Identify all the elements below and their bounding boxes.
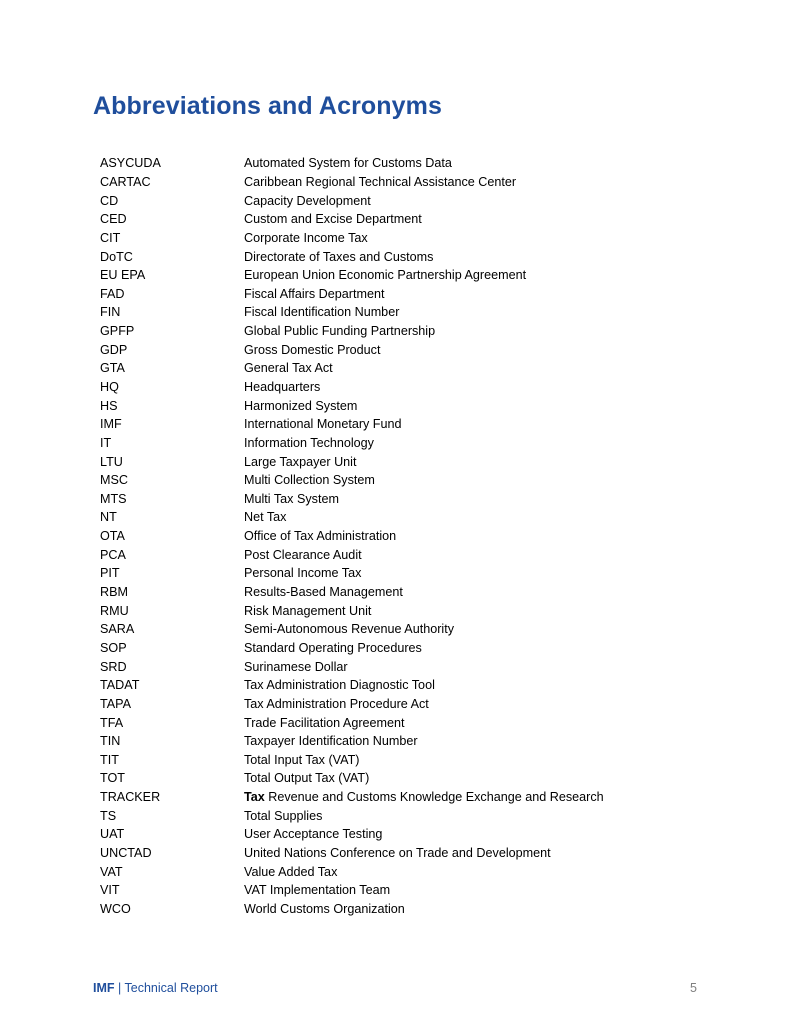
abbreviation-definition: Custom and Excise Department bbox=[244, 212, 422, 227]
abbreviation-definition: Large Taxpayer Unit bbox=[244, 454, 357, 469]
abbreviation-definition: General Tax Act bbox=[244, 361, 333, 376]
abbreviation-term: CIT bbox=[100, 230, 121, 245]
abbreviation-definition: Taxpayer Identification Number bbox=[244, 734, 418, 749]
abbreviation-row bbox=[100, 229, 720, 248]
abbreviation-row bbox=[100, 266, 720, 285]
abbreviation-row bbox=[100, 396, 720, 415]
abbreviation-row bbox=[100, 415, 720, 434]
abbreviation-definition: Harmonized System bbox=[244, 398, 358, 413]
abbreviation-term: TADAT bbox=[100, 678, 140, 693]
abbreviation-definition: Personal Income Tax bbox=[244, 566, 362, 581]
abbreviation-term: WCO bbox=[100, 901, 131, 916]
abbreviation-term: TFA bbox=[100, 715, 124, 730]
abbreviation-row bbox=[100, 154, 720, 173]
abbreviation-row bbox=[100, 881, 720, 900]
abbreviation-definition: Value Added Tax bbox=[244, 864, 338, 879]
abbreviation-definition: Standard Operating Procedures bbox=[244, 640, 422, 655]
abbreviation-row bbox=[100, 732, 720, 751]
abbreviation-term: PCA bbox=[100, 547, 126, 562]
abbreviation-definition: Post Clearance Audit bbox=[244, 547, 362, 562]
abbreviation-definition: Gross Domestic Product bbox=[244, 342, 381, 357]
abbreviation-row bbox=[100, 806, 720, 825]
abbreviation-term: PIT bbox=[100, 566, 120, 581]
abbreviation-definition: World Customs Organization bbox=[244, 901, 405, 916]
abbreviation-row bbox=[100, 788, 720, 807]
abbreviation-row bbox=[100, 284, 720, 303]
footer bbox=[93, 981, 218, 995]
abbreviation-row bbox=[100, 210, 720, 229]
abbreviation-term: MSC bbox=[100, 473, 128, 488]
abbreviation-term: TAPA bbox=[100, 696, 132, 711]
abbreviation-definition: Total Supplies bbox=[244, 808, 323, 823]
abbreviation-definition: Capacity Development bbox=[244, 193, 371, 208]
abbreviation-definition: Total Output Tax (VAT) bbox=[244, 771, 370, 786]
abbreviation-row bbox=[100, 359, 720, 378]
abbreviation-row bbox=[100, 620, 720, 639]
abbreviation-term: LTU bbox=[100, 454, 123, 469]
abbreviation-definition: Tax Administration Diagnostic Tool bbox=[244, 678, 435, 693]
abbreviation-term: GPFP bbox=[100, 324, 135, 339]
abbreviation-definition bbox=[244, 788, 720, 806]
abbreviation-term: HS bbox=[100, 398, 118, 413]
abbreviation-term: SARA bbox=[100, 622, 135, 637]
abbreviation-definition: VAT Implementation Team bbox=[244, 883, 391, 898]
footer-separator: | bbox=[114, 981, 125, 995]
abbreviation-definition: Risk Management Unit bbox=[244, 603, 372, 618]
abbreviation-term: ASYCUDA bbox=[100, 156, 161, 171]
abbreviation-term: SOP bbox=[100, 640, 127, 655]
abbreviation-term: UNCTAD bbox=[100, 846, 152, 861]
abbreviation-term: SRD bbox=[100, 659, 127, 674]
abbreviation-row bbox=[100, 527, 720, 546]
abbreviation-definition: Trade Facilitation Agreement bbox=[244, 715, 405, 730]
page-number: 5 bbox=[690, 981, 697, 995]
definition-rest: Revenue and Customs Knowledge Exchange and Research bbox=[264, 790, 604, 805]
abbreviation-row bbox=[100, 378, 720, 397]
abbreviation-term: RMU bbox=[100, 603, 129, 618]
abbreviation-definition: Results-Based Management bbox=[244, 585, 403, 600]
definition-bold-part: Tax bbox=[244, 790, 265, 805]
abbreviation-term: MTS bbox=[100, 491, 127, 506]
abbreviation-term: GDP bbox=[100, 342, 128, 357]
abbreviation-term: DoTC bbox=[100, 249, 133, 264]
abbreviation-row bbox=[100, 564, 720, 583]
abbreviation-definition: Corporate Income Tax bbox=[244, 230, 368, 245]
abbreviation-row bbox=[100, 713, 720, 732]
abbreviation-definition: Multi Tax System bbox=[244, 491, 339, 506]
abbreviation-row bbox=[100, 247, 720, 266]
abbreviation-definition: Headquarters bbox=[244, 380, 321, 394]
abbreviation-definition: Directorate of Taxes and Customs bbox=[244, 249, 434, 264]
abbreviation-definition: Tax Administration Procedure Act bbox=[244, 696, 429, 711]
abbreviation-term: OTA bbox=[100, 529, 125, 544]
abbreviation-term: CED bbox=[100, 212, 127, 227]
abbreviation-definition: Fiscal Identification Number bbox=[244, 305, 400, 320]
abbreviation-row bbox=[100, 191, 720, 210]
abbreviation-definition: Semi-Autonomous Revenue Authority bbox=[244, 622, 455, 637]
abbreviation-term: IT bbox=[100, 435, 112, 450]
abbreviation-definition: Information Technology bbox=[244, 435, 374, 450]
abbreviation-term: EU EPA bbox=[100, 268, 146, 283]
abbreviation-definition: Fiscal Affairs Department bbox=[244, 286, 385, 301]
abbreviation-definition: Office of Tax Administration bbox=[244, 529, 397, 544]
abbreviation-row bbox=[100, 452, 720, 471]
abbreviation-row bbox=[100, 434, 720, 453]
abbreviation-row bbox=[100, 769, 720, 788]
abbreviation-term: GTA bbox=[100, 361, 125, 376]
abbreviation-row bbox=[100, 322, 720, 341]
abbreviation-term: HQ bbox=[100, 380, 119, 394]
abbreviation-row bbox=[100, 676, 720, 695]
abbreviation-row bbox=[100, 862, 720, 881]
abbreviation-row bbox=[100, 173, 720, 192]
footer-label: Technical Report bbox=[124, 981, 218, 995]
abbreviation-definition: United Nations Conference on Trade and Development bbox=[244, 846, 551, 861]
abbreviation-row bbox=[100, 751, 720, 770]
footer-brand: IMF bbox=[93, 981, 115, 995]
abbreviation-row bbox=[100, 695, 720, 714]
abbreviation-term: FAD bbox=[100, 286, 125, 301]
abbreviation-term: UAT bbox=[100, 827, 125, 842]
abbreviation-row bbox=[100, 303, 720, 322]
abbreviation-row bbox=[100, 508, 720, 527]
abbreviation-row bbox=[100, 583, 720, 602]
abbreviation-row bbox=[100, 844, 720, 863]
abbreviation-term: RBM bbox=[100, 585, 128, 600]
abbreviation-definition: European Union Economic Partnership Agreement bbox=[244, 268, 527, 283]
abbreviation-row bbox=[100, 825, 720, 844]
abbreviation-term: TS bbox=[100, 808, 117, 823]
abbreviation-row bbox=[100, 471, 720, 490]
abbreviation-term: TIN bbox=[100, 734, 121, 749]
abbreviation-term: NT bbox=[100, 510, 117, 525]
abbreviation-term: IMF bbox=[100, 417, 122, 432]
abbreviation-term: FIN bbox=[100, 305, 121, 320]
abbreviation-definition: User Acceptance Testing bbox=[244, 827, 383, 842]
abbreviation-term: VAT bbox=[100, 864, 123, 879]
abbreviation-definition: Caribbean Regional Technical Assistance Center bbox=[244, 174, 517, 189]
abbreviation-row bbox=[100, 900, 720, 919]
abbreviation-term: CD bbox=[100, 193, 119, 208]
abbreviation-definition: Multi Collection System bbox=[244, 473, 375, 488]
abbreviation-row bbox=[100, 657, 720, 676]
abbreviation-term: CARTAC bbox=[100, 174, 151, 189]
abbreviation-list bbox=[100, 154, 720, 918]
abbreviation-row bbox=[100, 639, 720, 658]
abbreviation-definition: International Monetary Fund bbox=[244, 417, 402, 432]
abbreviation-definition: Net Tax bbox=[244, 510, 287, 525]
abbreviation-definition: Global Public Funding Partnership bbox=[244, 324, 436, 339]
abbreviation-definition: Automated System for Customs Data bbox=[244, 156, 452, 171]
abbreviation-row bbox=[100, 545, 720, 564]
abbreviation-term: TIT bbox=[100, 752, 119, 767]
abbreviation-term: TRACKER bbox=[100, 790, 161, 805]
abbreviation-term: TOT bbox=[100, 771, 125, 786]
abbreviation-definition: Surinamese Dollar bbox=[244, 659, 348, 674]
abbreviation-definition: Total Input Tax (VAT) bbox=[244, 752, 360, 767]
abbreviation-row bbox=[100, 340, 720, 359]
abbreviation-row bbox=[100, 601, 720, 620]
abbreviation-row bbox=[100, 490, 720, 509]
abbreviation-term: VIT bbox=[100, 883, 120, 898]
page-title: Abbreviations and Acronyms bbox=[93, 92, 442, 120]
